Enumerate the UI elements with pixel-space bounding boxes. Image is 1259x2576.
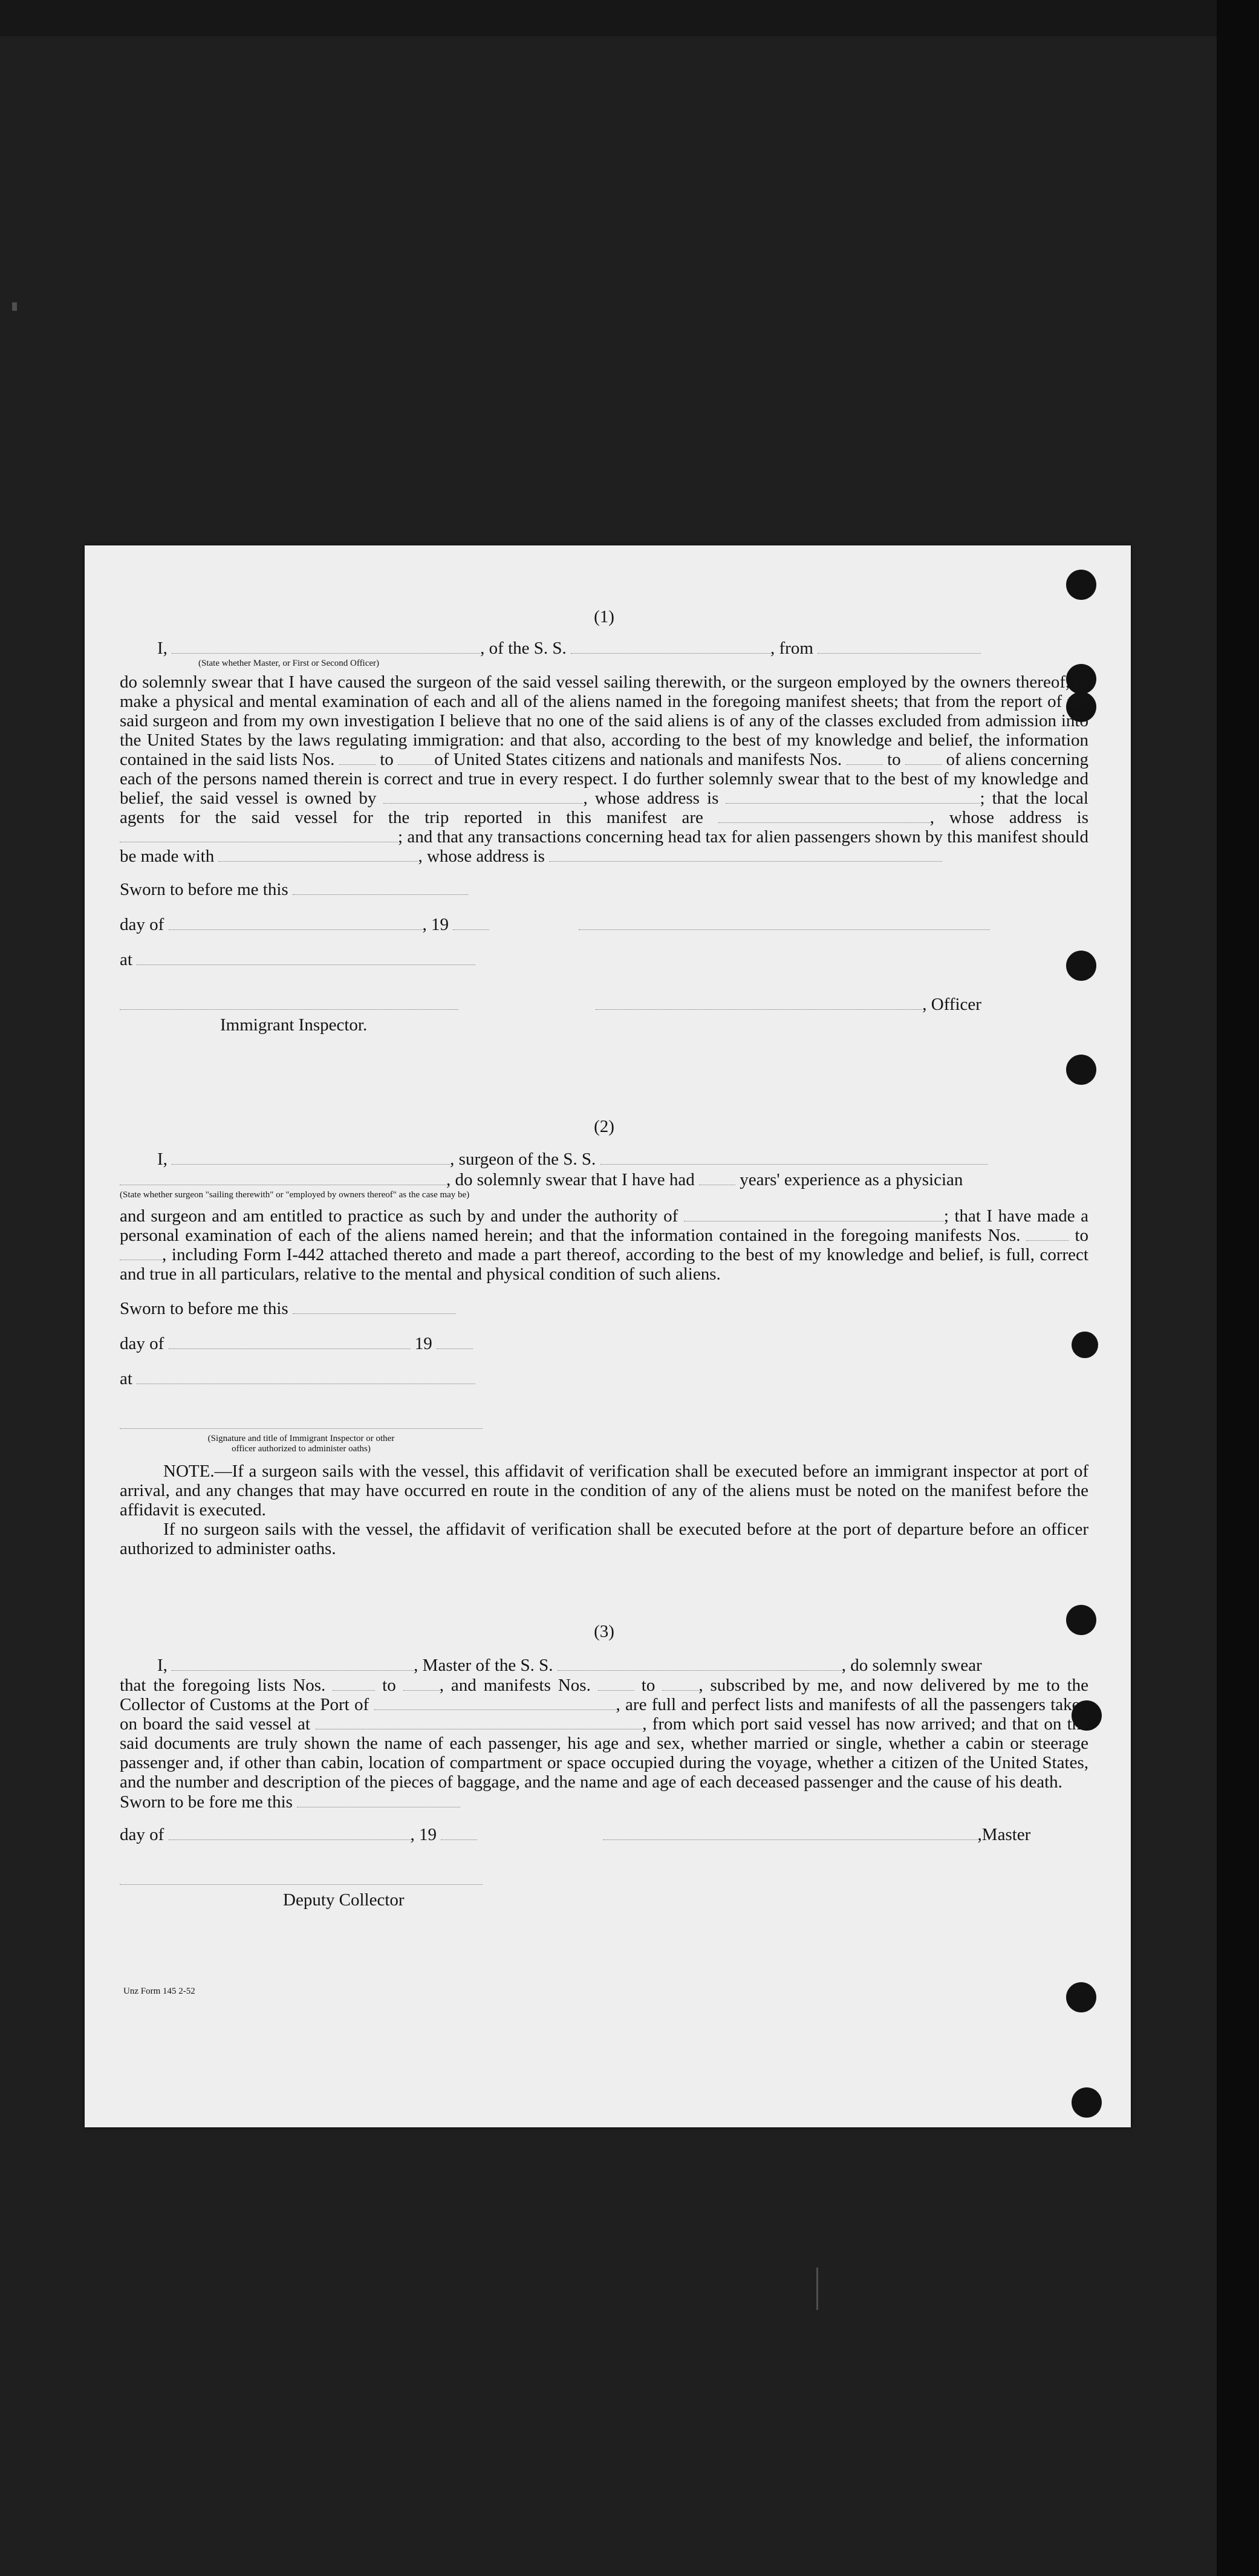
- authority-field[interactable]: [684, 1208, 944, 1221]
- manifest-to-field[interactable]: [662, 1677, 698, 1691]
- signature-field[interactable]: [579, 916, 990, 930]
- section-1-number: (1): [594, 607, 614, 626]
- place-field[interactable]: [137, 951, 475, 965]
- sworn-day-field[interactable]: [293, 1300, 456, 1314]
- master-signature-field[interactable]: [603, 1826, 978, 1840]
- form-number: Unz Form 145 2-52: [123, 1986, 195, 1996]
- section-2: [120, 1117, 1088, 1558]
- section-3-body: that the foregoing lists Nos. to , and manifests Nos. to , subscribed by me, and now delivered by me to the Collector of Customs at the Port of , are full and perfect lists and manifests of all the passengers taken on board the said vessel at , from which port said vessel has now arrived; and that on the said documents are truly shown the name of each passenger, his age and sex, whether married or single, whether a cabin or steerage passenger and, if other than cabin, location of compartment or space occupied during the voyage, whether a citizen of the United States, and the number and description of the pieces of baggage, and the name and age of each deceased passenger and the cause of his death.: [120, 1676, 1089, 1792]
- month-field[interactable]: [169, 916, 423, 930]
- surgeon-name-field[interactable]: [172, 1151, 450, 1165]
- section-1: [120, 607, 1088, 1035]
- years-experience-field[interactable]: [699, 1171, 735, 1185]
- port-from-field[interactable]: [818, 640, 981, 654]
- place-field[interactable]: [137, 1370, 475, 1384]
- film-scratch: [816, 2268, 818, 2310]
- section-1-date: day of , 19: [120, 914, 1088, 935]
- punch-hole: [1072, 2087, 1102, 2118]
- owner-address-field[interactable]: [726, 790, 980, 804]
- deputy-collector-label: Deputy Collector: [283, 1890, 405, 1910]
- punch-hole: [1066, 570, 1096, 600]
- manifest-affidavit-page: [85, 545, 1131, 2127]
- section-2-second-line: , do solemnly swear that I have had years' experience as a physician: [120, 1169, 1088, 1190]
- officer-name-field[interactable]: [172, 640, 480, 654]
- officer-signature-field[interactable]: [596, 996, 922, 1010]
- section-2-signature: [120, 1413, 1088, 1434]
- section-3-date: day of , 19 ,Master: [120, 1825, 1031, 1844]
- section-2-opening-line: I, , surgeon of the S. S.: [120, 1149, 1088, 1169]
- punch-hole: [1066, 1982, 1096, 2012]
- vessel-name-field[interactable]: [558, 1657, 842, 1671]
- note-paragraph-2: If no surgeon sails with the vessel, the affidavit of verification shall be executed before at the port of departure before an officer authorized to administer oaths.: [120, 1520, 1088, 1558]
- section-1-at: at: [120, 949, 1088, 970]
- list-to-field[interactable]: [398, 751, 434, 765]
- vessel-name-field[interactable]: [571, 640, 770, 654]
- sworn-day-field[interactable]: [293, 881, 468, 895]
- note-paragraph-1: NOTE.—If a surgeon sails with the vessel, this affidavit of verification shall be executed before an immigrant inspector at port of arrival, and any changes that may have occurred en route in the condition of any of the aliens must be noted on the manifest before the affidavit is executed.: [120, 1462, 1088, 1520]
- section-1-signatures: , Officer: [120, 994, 1088, 1015]
- immigrant-inspector-label: Immigrant Inspector.: [220, 1015, 368, 1035]
- section-2-sworn: Sworn to before me this: [120, 1298, 1088, 1319]
- vessel-name-field[interactable]: [600, 1151, 987, 1165]
- master-name-field[interactable]: [172, 1657, 414, 1671]
- head-tax-address-field[interactable]: [549, 848, 942, 862]
- year-field[interactable]: [437, 1335, 473, 1349]
- list-from-field[interactable]: [339, 751, 376, 765]
- inspector-signature-field[interactable]: [120, 996, 458, 1010]
- film-edge: [1217, 0, 1259, 2576]
- section-2-caption: (State whether surgeon "sailing therewith" or "employed by owners thereof" as the case may be): [120, 1190, 470, 1200]
- section-3-sworn: Sworn to be fore me this: [120, 1792, 1088, 1812]
- surgeon-status-field[interactable]: [120, 1171, 446, 1185]
- section-2-number: (2): [594, 1117, 614, 1136]
- section-2-at: at: [120, 1368, 1088, 1389]
- signature-caption-2: officer authorized to administer oaths): [232, 1444, 371, 1454]
- section-3-opening-line: I, , Master of the S. S. , do solemnly swear: [157, 1656, 982, 1675]
- head-tax-party-field[interactable]: [218, 848, 418, 862]
- section-2-body: and surgeon and am entitled to practice as such by and under the authority of ; that I have made a personal examination of each of the aliens named herein; and that the information contained in the foregoing manifests Nos. to , including Form I-442 attached thereto and made a part thereof, according to the best of my knowledge and belief, is full, correct and true in all particulars, relative to the mental and physical condition of such aliens.: [120, 1206, 1089, 1284]
- list-to-field[interactable]: [403, 1677, 440, 1691]
- section-1-body: do solemnly swear that I have caused the surgeon of the said vessel sailing therewith, or the surgeon employed by the owners thereof, to make a physical and mental examination of each and all of the aliens named in the foregoing manifest sheets; that from the report of the said surgeon and from my own investigation I believe that no one of the said aliens is of any of the classes excluded from admission into the United States by the laws regulating immigration: and that also, according to the best of my knowledge and belief, the information contained in the said lists Nos. to of United States citizens and nationals and manifests Nos. to of aliens concerning each of the persons named therein is correct and true in every respect. I do further solemnly swear that to the best of my knowledge and belief, the said vessel is owned by , whose address is ; that the local agents for the said vessel for the trip reported in this manifest are , whose address is ; and that any transactions concerning head tax for alien passengers shown by this manifest should be made with , whose address is: [120, 672, 1089, 866]
- year-field[interactable]: [453, 916, 489, 930]
- section-1-opening-line: I, , of the S. S. , from: [120, 638, 1088, 659]
- section-1-caption: (State whether Master, or First or Second Officer): [198, 659, 380, 668]
- owner-field[interactable]: [383, 790, 583, 804]
- film-scratch: [12, 302, 17, 311]
- local-agents-field[interactable]: [718, 809, 930, 823]
- signature-caption-1: (Signature and title of Immigrant Inspector or other: [207, 1434, 395, 1443]
- section-3: [120, 1622, 1088, 1910]
- manifest-to-field[interactable]: [905, 751, 942, 765]
- manifest-from-field[interactable]: [598, 1677, 634, 1691]
- port-field[interactable]: [374, 1696, 616, 1710]
- agents-address-field[interactable]: [120, 828, 398, 842]
- manifest-from-field[interactable]: [1026, 1227, 1069, 1241]
- year-field[interactable]: [441, 1826, 477, 1840]
- deputy-signature-field[interactable]: [120, 1871, 483, 1885]
- section-1-sworn: Sworn to before me this: [120, 879, 1088, 900]
- manifest-to-field[interactable]: [120, 1246, 162, 1260]
- film-top-margin: [0, 0, 1259, 36]
- embarkation-port-field[interactable]: [316, 1716, 642, 1729]
- section-3-deputy: [120, 1869, 1088, 1890]
- month-field[interactable]: [169, 1335, 411, 1349]
- list-from-field[interactable]: [333, 1677, 375, 1691]
- section-2-date: day of 19: [120, 1333, 1088, 1354]
- punch-hole: [1066, 1055, 1096, 1085]
- sworn-day-field[interactable]: [297, 1794, 460, 1807]
- section-3-number: (3): [594, 1622, 614, 1641]
- month-field[interactable]: [169, 1826, 411, 1840]
- manifest-from-field[interactable]: [847, 751, 883, 765]
- inspector-signature-field[interactable]: [120, 1415, 483, 1429]
